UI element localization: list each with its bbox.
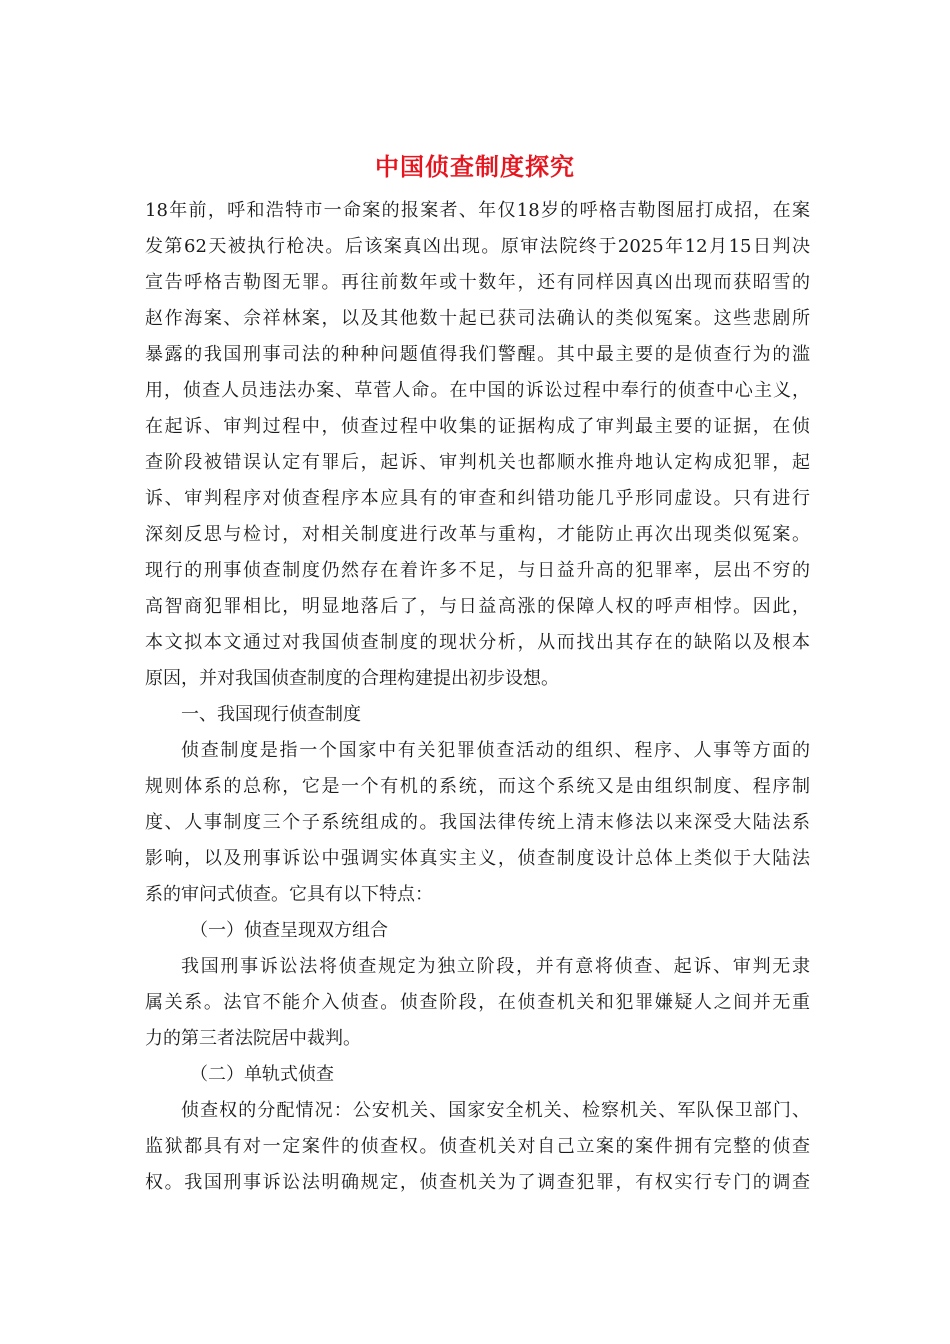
text-line: 深刻反思与检讨，对相关制度进行改革与重构，才能防止再次出现类似冤案。 bbox=[145, 524, 810, 545]
text-line: 宣告呼格吉勒图无罪。再往前数年或十数年，还有同样因真凶出现而获昭雪的 bbox=[145, 272, 810, 293]
document-title: 中国侦查制度探究 bbox=[375, 152, 575, 181]
text-line: 查阶段被错误认定有罪后，起诉、审判机关也都顺水推舟地认定构成犯罪，起 bbox=[145, 452, 810, 473]
text-line: 侦查制度是指一个国家中有关犯罪侦查活动的组织、程序、人事等方面的 bbox=[181, 740, 810, 761]
subsection-heading: （二）单轨式侦查 bbox=[190, 1064, 334, 1085]
text-line: 侦查权的分配情况：公安机关、国家安全机关、检察机关、军队保卫部门、 bbox=[181, 1100, 810, 1121]
text-line: 原因，并对我国侦查制度的合理构建提出初步设想。 bbox=[145, 668, 559, 689]
text-line: 高智商犯罪相比，明显地落后了，与日益高涨的保障人权的呼声相悖。因此， bbox=[145, 596, 810, 617]
text-line: 权。我国刑事诉讼法明确规定，侦查机关为了调查犯罪，有权实行专门的调查 bbox=[145, 1172, 810, 1193]
text-line: 规则体系的总称，它是一个有机的系统，而这个系统又是由组织制度、程序制 bbox=[145, 776, 810, 797]
text-line: 系的审问式侦查。它具有以下特点： bbox=[145, 884, 433, 905]
text-line: 诉、审判程序对侦查程序本应具有的审查和纠错功能几乎形同虚设。只有进行 bbox=[145, 488, 810, 509]
text-line: 力的第三者法院居中裁判。 bbox=[145, 1028, 361, 1049]
subsection-heading: （一）侦查呈现双方组合 bbox=[190, 920, 388, 941]
section-heading: 一、我国现行侦查制度 bbox=[181, 704, 361, 725]
text-line: 度、人事制度三个子系统组成的。我国法律传统上清末修法以来深受大陆法系 bbox=[145, 812, 810, 833]
text-line: 监狱都具有对一定案件的侦查权。侦查机关对自己立案的案件拥有完整的侦查 bbox=[145, 1136, 810, 1157]
text-line: 我国刑事诉讼法将侦查规定为独立阶段，并有意将侦查、起诉、审判无隶 bbox=[181, 956, 810, 977]
text-line: 本文拟本文通过对我国侦查制度的现状分析，从而找出其存在的缺陷以及根本 bbox=[145, 632, 810, 653]
text-line: 用，侦查人员违法办案、草菅人命。在中国的诉讼过程中奉行的侦查中心主义， bbox=[145, 380, 810, 401]
text-line: 在起诉、审判过程中，侦查过程中收集的证据构成了审判最主要的证据，在侦 bbox=[145, 416, 810, 437]
text-line: 现行的刑事侦查制度仍然存在着许多不足，与日益升高的犯罪率，层出不穷的 bbox=[145, 560, 810, 581]
text-line: 发第62天被执行枪决。后该案真凶出现。原审法院终于2025年12月15日判决 bbox=[145, 236, 810, 257]
text-line: 18年前，呼和浩特市一命案的报案者、年仅18岁的呼格吉勒图屈打成招，在案 bbox=[145, 200, 810, 221]
text-line: 影响，以及刑事诉讼中强调实体真实主义，侦查制度设计总体上类似于大陆法 bbox=[145, 848, 810, 869]
text-line: 赵作海案、佘祥林案，以及其他数十起已获司法确认的类似冤案。这些悲剧所 bbox=[145, 308, 810, 329]
text-line: 属关系。法官不能介入侦查。侦查阶段，在侦查机关和犯罪嫌疑人之间并无重 bbox=[145, 992, 810, 1013]
text-line: 暴露的我国刑事司法的种种问题值得我们警醒。其中最主要的是侦查行为的滥 bbox=[145, 344, 810, 365]
